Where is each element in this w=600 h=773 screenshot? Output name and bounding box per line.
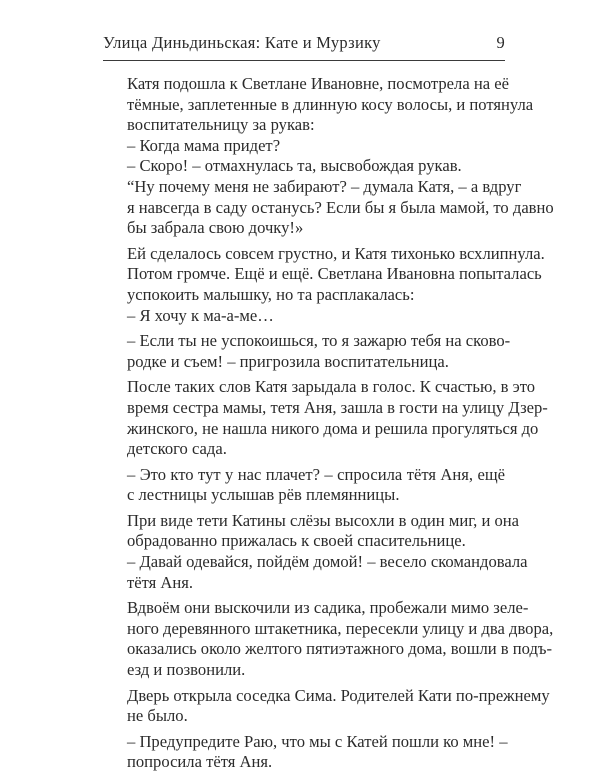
paragraph: [103, 465, 505, 506]
text-line: Вдвоём они выскочили из садика, пробежали мимо зеле-: [127, 598, 529, 618]
text-line: тётя Аня.: [127, 572, 194, 592]
text-line: не было.: [127, 706, 188, 726]
text-line: – Давай одевайся, пойдём домой! – весело скомандовала: [127, 552, 528, 572]
paragraph: [103, 331, 511, 372]
text-line: родке и съем! – пригрозила воспитательница.: [127, 351, 449, 371]
text-line: – Я хочу к ма-а-ме…: [127, 305, 274, 325]
text-line: Ей сделалось совсем грустно, и Катя тихонько всхлипнула.: [127, 243, 545, 263]
paragraph: [103, 74, 534, 136]
text-line: успокоить малышку, но та расплакалась:: [127, 284, 415, 304]
text-line: время сестра мамы, тетя Аня, зашла в гости на улицу Дзер-: [127, 397, 548, 417]
text-line: детского сада.: [127, 439, 227, 459]
text-line: оказались около желтого пятиэтажного дома, вошли в подъ-: [127, 639, 553, 659]
paragraph: [103, 552, 528, 593]
header-rule: [103, 60, 505, 61]
text-line: Дверь открыла соседка Сима. Родителей Кати по-прежнему: [127, 685, 550, 705]
paragraph: [103, 510, 520, 552]
text-line: – Если ты не успокоишься, то я зажарю тебя на сково-: [127, 331, 511, 351]
text-line: – Когда мама придет?: [127, 135, 281, 155]
paragraph: [103, 598, 554, 680]
text-line: обрадованно прижалась к своей спасительнице.: [127, 531, 466, 551]
text-line: жинского, не нашла никого дома и решила прогуляться до: [127, 418, 539, 438]
paragraph: [103, 136, 505, 157]
text-body: [103, 74, 554, 773]
text-line: я навсегда в саду останусь? Если бы я была мамой, то давно: [127, 197, 554, 217]
page-number: 9: [496, 33, 505, 52]
paragraph: [103, 156, 505, 177]
running-header: [103, 33, 505, 57]
text-line: с лестницы услышав рёв племянницы.: [127, 485, 400, 505]
text-line: Катя подошла к Светлане Ивановне, посмотрела на её: [127, 74, 509, 93]
text-line: тёмные, заплетенные в длинную косу волосы, и потянула: [127, 94, 534, 114]
text-line: Потом громче. Ещё и ещё. Светлана Ивановна попыталась: [127, 264, 542, 284]
text-line: После таких слов Катя зарыдала в голос. К счастью, в это: [127, 377, 536, 397]
text-line: “Ну почему меня не забирают? – думала Катя, – а вдруг: [127, 176, 522, 196]
text-line: езд и позвонили.: [127, 660, 246, 680]
paragraph: [103, 731, 508, 773]
text-line: – Скоро! – отмахнулась та, высвобождая рукав.: [127, 156, 462, 176]
text-line: При виде тети Катины слёзы высохли в один миг, и она: [127, 510, 520, 530]
text-line: бы забрала свою дочку!»: [127, 218, 304, 238]
running-title: Улица Диньдиньская: Кате и Мурзику: [103, 33, 381, 52]
paragraph: [103, 685, 550, 727]
text-line: – Это кто тут у нас плачет? – спросила тётя Аня, ещё: [127, 464, 505, 484]
paragraph: [103, 306, 505, 327]
paragraph: [103, 377, 548, 459]
text-line: попросила тётя Аня.: [127, 752, 273, 772]
text-line: ного деревянного штакетника, пересекли улицу и два двора,: [127, 618, 554, 638]
text-line: воспитательницу за рукав:: [127, 115, 315, 135]
paragraph: [103, 243, 545, 306]
text-line: – Предупредите Раю, что мы с Катей пошли ко мне! –: [127, 731, 508, 751]
paragraph: [103, 176, 554, 239]
